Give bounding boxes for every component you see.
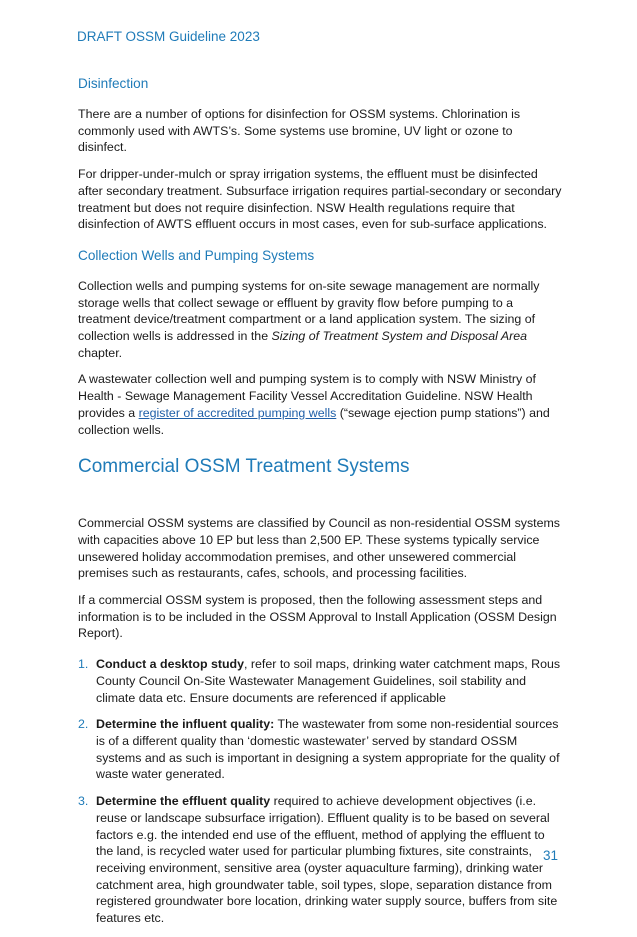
- commercial-heading: Commercial OSSM Treatment Systems: [78, 456, 410, 478]
- disinfection-paragraph-2: For dripper-under-mulch or spray irrigation systems, the effluent must be disinfected after secondary treatment. Subsurface irrigation requires partial-secondary or secondary treatment but does not require disinfection. NSW Health regulations require that disinfection of AWTS effluent occurs in most cases, even for sub-surface applications.: [78, 167, 562, 232]
- collection-paragraph-2: [78, 371, 562, 438]
- list-number: 3.: [78, 794, 89, 809]
- list-number: 2.: [78, 717, 89, 732]
- page-content: [78, 75, 562, 937]
- collection-heading: Collection Wells and Pumping Systems: [78, 247, 315, 263]
- list-number: 1.: [78, 657, 89, 672]
- collection-p1-tail: chapter.: [78, 345, 123, 360]
- step-text: The wastewater from some non-residential sources is of a different quality than ‘domestic wastewater’ served by standard OSSM systems and as such is important in designing a system appropriate for the quality of waste water generated.: [96, 717, 560, 782]
- disinfection-heading: Disinfection: [78, 76, 149, 91]
- step-title: Determine the influent quality:: [96, 717, 275, 732]
- running-header: DRAFT OSSM Guideline 2023: [77, 29, 260, 44]
- step-text: required to achieve development objectives (i.e. reuse or landscape subsurface irrigation). Effluent quality is to be based on several factors e.g. the intended end use of the effluent, method of applying the effluent to the land, is recycled water used for particular plumbing fixtures, site constraints, receiving environment, sensitive area (oyster aquaculture farming), drinking water catchment area, high groundwater table, soil types, slope, separation distance from registered groundwater bore location, drinking water supply source, buffers from site features etc.: [96, 794, 558, 926]
- disinfection-paragraph-1: There are a number of options for disinfection for OSSM systems. Chlorination is commonly used with AWTS’s. Some systems use bromine, UV light or ozone to disinfect.: [78, 107, 521, 155]
- collection-paragraph-1: [78, 278, 562, 362]
- chapter-reference: Sizing of Treatment System and Disposal Area: [271, 329, 528, 344]
- list-item: [78, 656, 562, 706]
- step-title: Determine the effluent quality: [96, 794, 271, 809]
- commercial-paragraph-2: If a commercial OSSM system is proposed, then the following assessment steps and information is to be included in the OSSM Approval to Install Application (OSSM Design Report).: [78, 593, 557, 641]
- page-number: 31: [543, 848, 559, 863]
- accredited-pumping-wells-link[interactable]: register of accredited pumping wells: [138, 405, 337, 420]
- step-title: Conduct a desktop study: [96, 657, 245, 672]
- list-item: [78, 793, 562, 927]
- collection-p1-text: Collection wells and pumping systems for on-site sewage management are normally storage wells that collect sewage or effluent by gravity flow before pumping to a treatment device/treatment compartment or a land application system. The sizing of collection wells is addressed in the: [78, 278, 540, 344]
- collection-p2-text: A wastewater collection well and pumping system is to comply with NSW Ministry of Health - Sewage Management Facility Vessel Accreditation Guideline. NSW Health provides a: [78, 372, 536, 420]
- list-item: [78, 716, 562, 783]
- assessment-steps-list: [78, 656, 562, 927]
- collection-p2-tail: (“sewage ejection pump stations”) and collection wells.: [78, 405, 550, 437]
- step-text: , refer to soil maps, drinking water catchment maps, Rous County Council On-Site Wastewater Management Guidelines, soil stability and climate data etc. Ensure documents are referenced if applicable: [96, 657, 561, 705]
- commercial-paragraph-1: Commercial OSSM systems are classified by Council as non-residential OSSM systems with capacities above 10 EP but less than 2,500 EP. These systems typically service unsewered holiday accommodation premises, and other unsewered commercial premises such as restaurants, cafes, schools, and processing facilities.: [78, 516, 561, 581]
